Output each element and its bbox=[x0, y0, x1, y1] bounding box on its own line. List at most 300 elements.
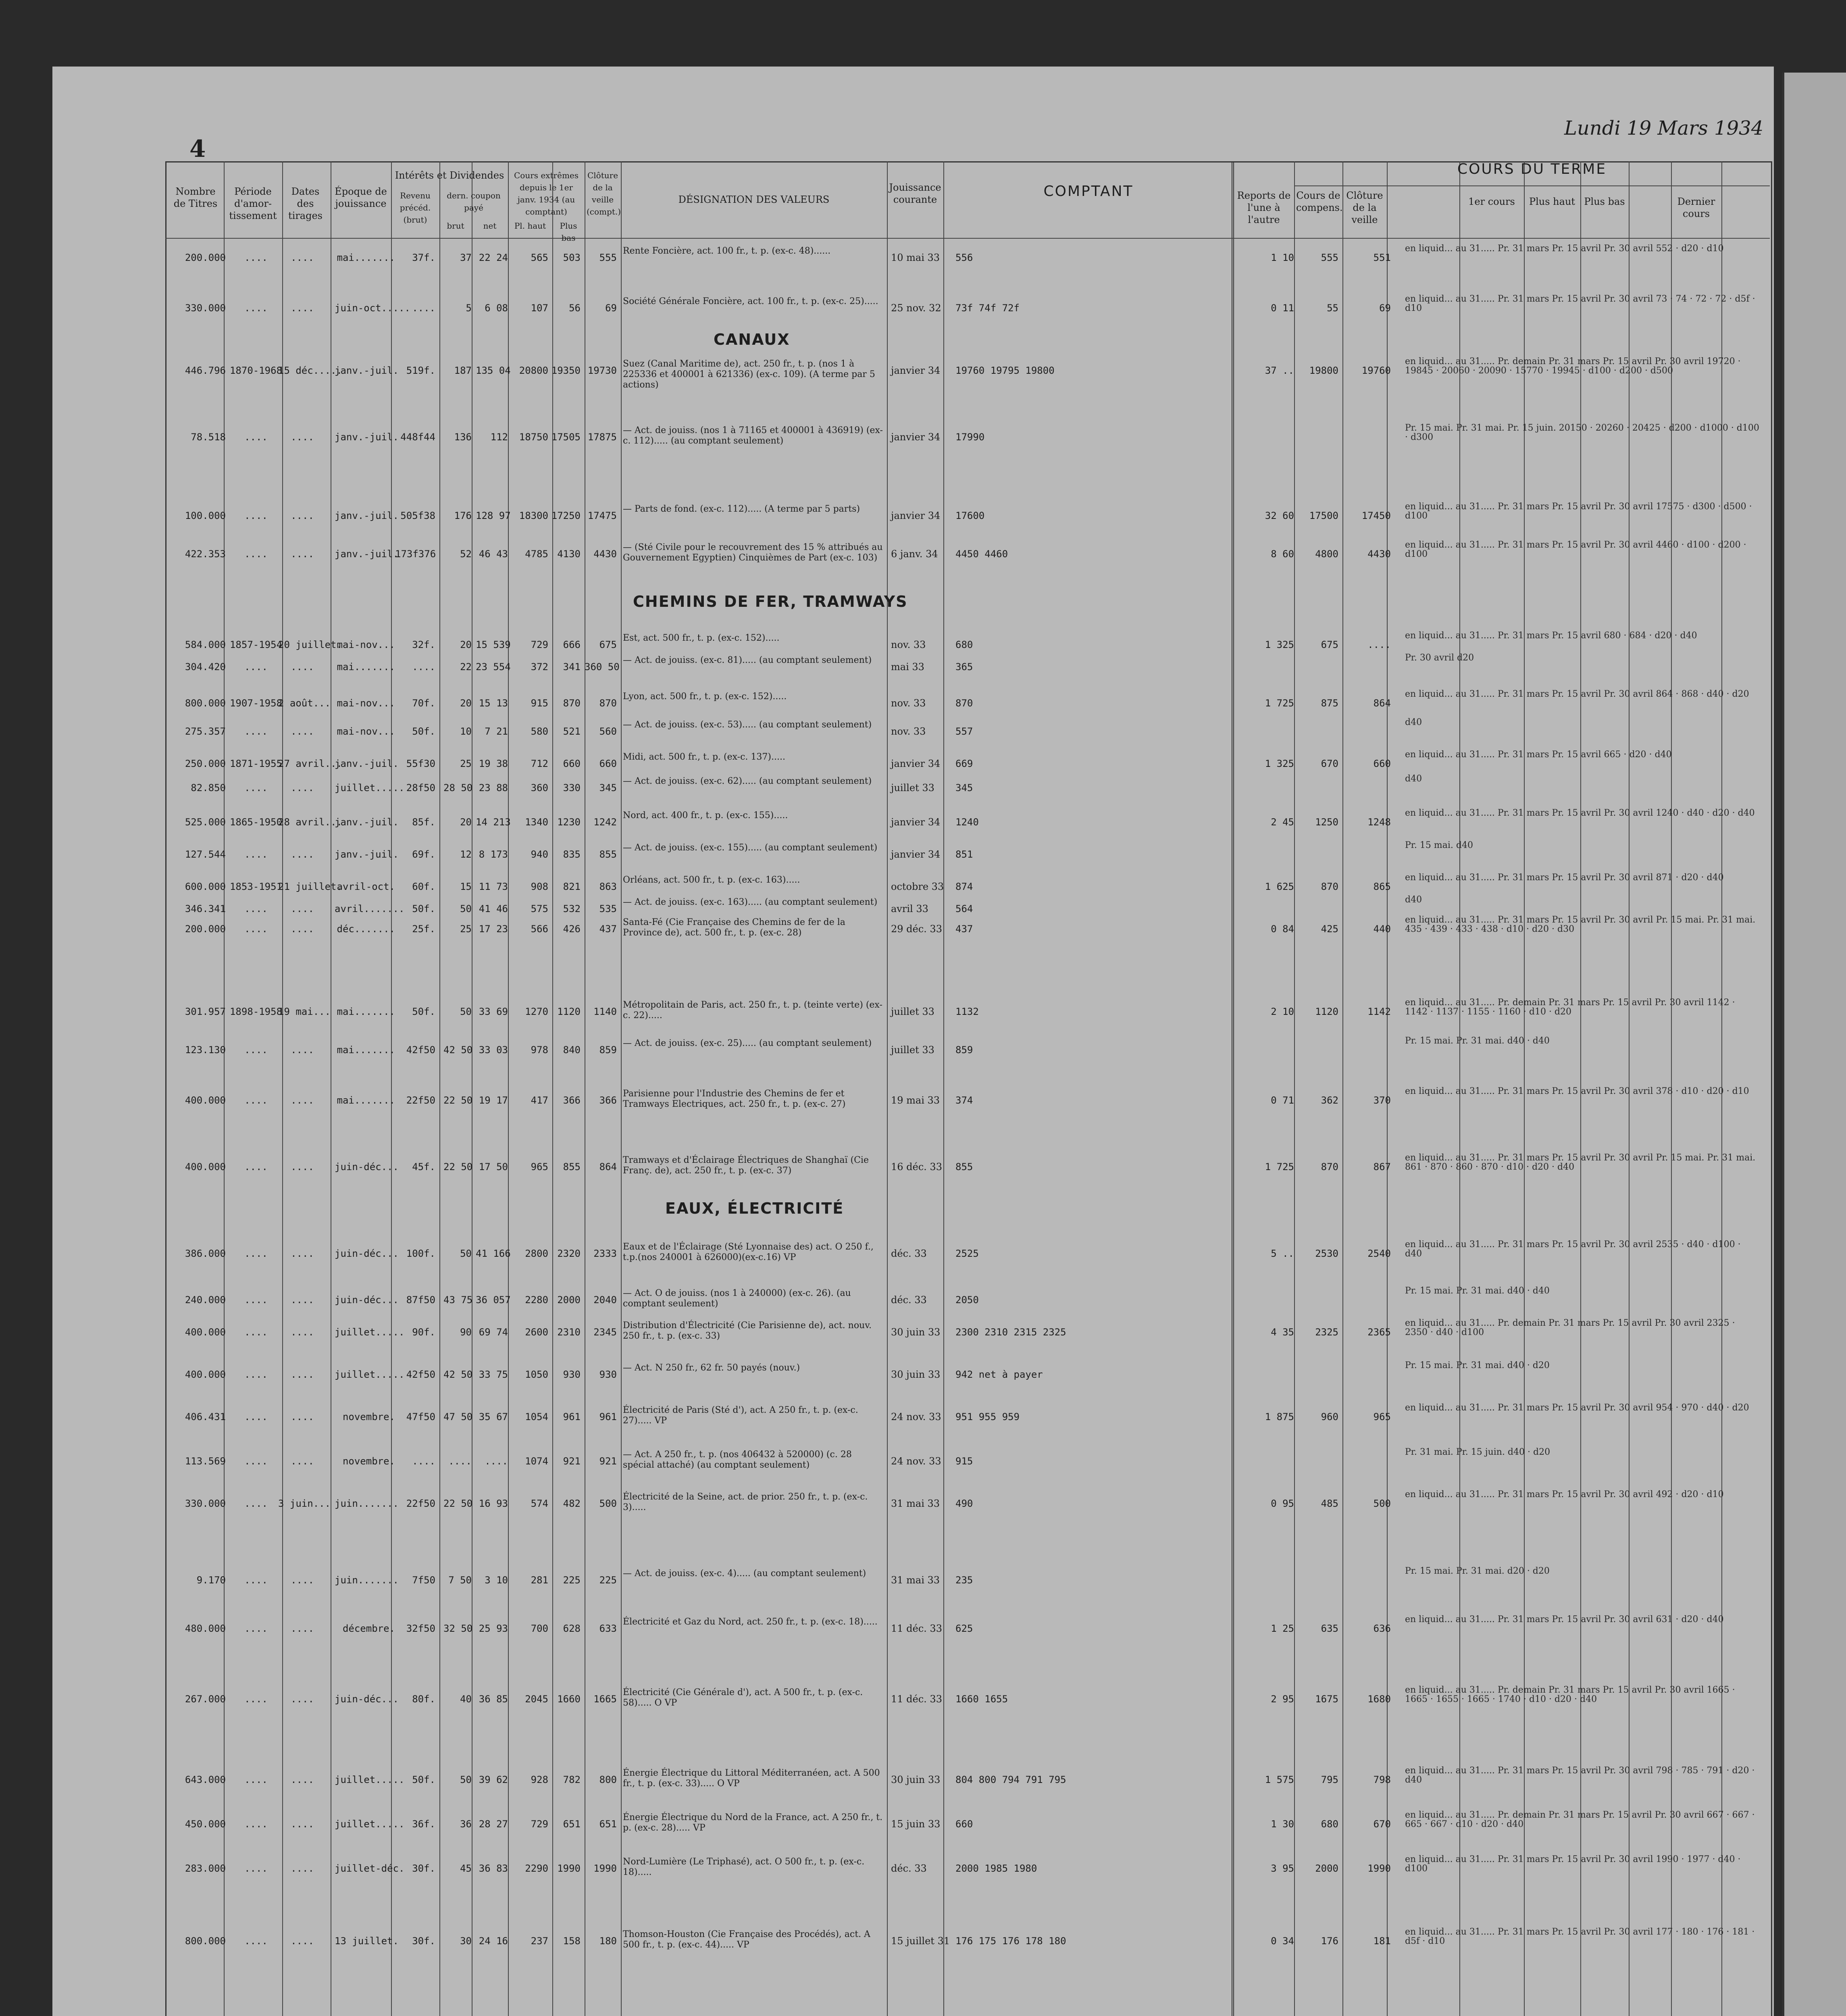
table-row bbox=[165, 1403, 1770, 1435]
cell-tir: .... bbox=[291, 923, 314, 935]
cell-net: 19 17 bbox=[479, 1095, 508, 1106]
cell-cpt: 2300 2310 2315 2325 bbox=[955, 1327, 1066, 1338]
header-brut: brut bbox=[447, 221, 464, 231]
cell-cv: 17450 bbox=[1361, 510, 1391, 521]
cell-int: 85f. bbox=[412, 816, 435, 828]
cell-jou: mai 33 bbox=[891, 661, 924, 673]
cell-b: 666 bbox=[563, 639, 581, 650]
cell-int: 50f. bbox=[412, 1774, 435, 1785]
cell-jou: 24 nov. 33 bbox=[891, 1456, 941, 1467]
cell-cc: 875 bbox=[1321, 698, 1338, 709]
cell-rep: 1 325 bbox=[1265, 758, 1294, 769]
cell-brut: 37 bbox=[460, 252, 472, 263]
cell-num: 450.000 bbox=[185, 1818, 226, 1830]
cell-amort: .... bbox=[244, 726, 268, 737]
table-row bbox=[165, 540, 1770, 573]
cell-cl: 2345 bbox=[593, 1327, 617, 1338]
cell-b: 855 bbox=[563, 1161, 581, 1173]
cell-net: 33 69 bbox=[479, 1006, 508, 1017]
cell-tir: 2 août... bbox=[278, 698, 331, 709]
cell-cpt: 176 175 176 178 180 bbox=[955, 1935, 1066, 1947]
cell-h: 729 bbox=[531, 639, 548, 650]
cell-tir: 3 juin... bbox=[278, 1498, 331, 1509]
cell-brut: .... bbox=[448, 1456, 472, 1467]
table-row bbox=[165, 294, 1770, 327]
cell-epo: janv.-juil. bbox=[335, 365, 399, 376]
cell-term: Pr. 15 mai. Pr. 31 mai. d40 · d20 bbox=[1405, 1360, 1550, 1370]
cell-epo: 13 juillet. bbox=[335, 1935, 399, 1947]
cell-rep: 1 575 bbox=[1265, 1774, 1294, 1785]
cell-jou: janvier 34 bbox=[891, 365, 941, 376]
cell-b: 482 bbox=[563, 1498, 581, 1509]
cell-brut: 22 bbox=[460, 661, 472, 673]
cell-net: 135 04 bbox=[476, 365, 511, 376]
cell-int: 32f50 bbox=[406, 1623, 435, 1634]
cell-jou: 24 nov. 33 bbox=[891, 1411, 941, 1422]
header-premier-cours: 1er cours bbox=[1468, 196, 1515, 207]
cell-epo: janv.-juil. bbox=[335, 758, 399, 769]
cell-b: 628 bbox=[563, 1623, 581, 1634]
cell-epo: juin-déc... bbox=[335, 1294, 399, 1306]
cell-b: 341 bbox=[563, 661, 581, 673]
cell-brut: 36 bbox=[460, 1818, 472, 1830]
table-row bbox=[165, 1489, 1770, 1522]
cell-epo: juin-déc... bbox=[335, 1248, 399, 1259]
table-row bbox=[165, 1153, 1770, 1185]
cell-term: Pr. 15 mai. d40 bbox=[1405, 840, 1473, 850]
cell-term: d40 bbox=[1405, 774, 1422, 784]
cell-term: Pr. 15 mai. Pr. 31 mai. d40 · d40 bbox=[1405, 1286, 1550, 1296]
header-cloture-veille: Clôture de la veille bbox=[1346, 190, 1383, 225]
cell-cc: 362 bbox=[1321, 1095, 1338, 1106]
cell-des: Midi, act. 500 fr., t. p. (ex-c. 137)..... bbox=[623, 752, 785, 762]
cell-brut: 45 bbox=[460, 1863, 472, 1874]
cell-jou: nov. 33 bbox=[891, 726, 926, 737]
cell-h: 4785 bbox=[525, 548, 548, 560]
cell-cc: 960 bbox=[1321, 1411, 1338, 1422]
cell-cc: 2000 bbox=[1315, 1863, 1338, 1874]
cell-cpt: 625 bbox=[955, 1623, 973, 1634]
cell-h: 360 bbox=[531, 782, 548, 793]
cell-epo: novembre. bbox=[342, 1456, 395, 1467]
cell-brut: 42 50 bbox=[443, 1369, 473, 1380]
table-row bbox=[165, 244, 1770, 276]
cell-cv: .... bbox=[1367, 639, 1391, 650]
cell-term: d40 bbox=[1405, 717, 1422, 727]
cell-net: 15 539 bbox=[476, 639, 511, 650]
cell-des: Rente Foncière, act. 100 fr., t. p. (ex-c. 48)...... bbox=[623, 246, 831, 256]
table-row bbox=[165, 840, 1770, 873]
cell-num: 127.544 bbox=[185, 849, 226, 860]
cell-cc: 2530 bbox=[1315, 1248, 1338, 1259]
cell-int: 42f50 bbox=[406, 1044, 435, 1056]
table-row bbox=[165, 1447, 1770, 1480]
cell-cpt: 17600 bbox=[955, 510, 985, 521]
section-canaux: CANAUX bbox=[714, 331, 790, 348]
cell-int: 55f30 bbox=[406, 758, 435, 769]
cell-cv: 2365 bbox=[1367, 1327, 1391, 1338]
table-row bbox=[165, 1766, 1770, 1798]
cell-cpt: 855 bbox=[955, 1161, 973, 1173]
cell-amort: .... bbox=[244, 548, 268, 560]
cell-tir: .... bbox=[291, 1369, 314, 1380]
cell-brut: 25 bbox=[460, 923, 472, 935]
cell-cl: 17475 bbox=[587, 510, 617, 521]
cell-des: Nord-Lumière (Le Triphasé), act. O 500 fr., t. p. (ex-c. 18)..... bbox=[623, 1857, 865, 1877]
cell-tir: .... bbox=[291, 782, 314, 793]
cell-cpt: 1660 1655 bbox=[955, 1693, 1008, 1705]
cell-b: 2310 bbox=[557, 1327, 581, 1338]
cell-b: 503 bbox=[563, 252, 581, 263]
cell-amort: .... bbox=[244, 1327, 268, 1338]
cell-num: 346.341 bbox=[185, 903, 226, 914]
cell-brut: 32 50 bbox=[443, 1623, 473, 1634]
cell-cc: 176 bbox=[1321, 1935, 1338, 1947]
cell-rep: 0 84 bbox=[1271, 923, 1294, 935]
cell-amort: 1853-1951 bbox=[229, 881, 283, 892]
cell-h: 574 bbox=[531, 1498, 548, 1509]
cell-h: 928 bbox=[531, 1774, 548, 1785]
cell-cpt: 660 bbox=[955, 1818, 973, 1830]
table-row bbox=[165, 1036, 1770, 1068]
cell-cc: 675 bbox=[1321, 639, 1338, 650]
cell-net: 25 93 bbox=[479, 1623, 508, 1634]
cell-rep: 0 11 bbox=[1271, 302, 1294, 314]
header-jouissance: Jouissance courante bbox=[889, 182, 941, 205]
cell-brut: 30 bbox=[460, 1935, 472, 1947]
cell-cc: 1250 bbox=[1315, 816, 1338, 828]
cell-net: 7 21 bbox=[485, 726, 508, 737]
cell-cl: 535 bbox=[599, 903, 617, 914]
cell-tir: .... bbox=[291, 1327, 314, 1338]
cell-amort: 1870-1968 bbox=[229, 365, 283, 376]
cell-term: en liquid... au 31..... Pr. demain Pr. 31 mars Pr. 15 avril Pr. 30 avril 1665 · 1665 · 1655 · 1665 · 1740 · d10 · d20 · d40 bbox=[1405, 1685, 1735, 1704]
cell-num: 275.357 bbox=[185, 726, 226, 737]
cell-h: 107 bbox=[531, 302, 548, 314]
cell-cl: 930 bbox=[599, 1369, 617, 1380]
cell-net: 14 213 bbox=[476, 816, 511, 828]
cell-des: Orléans, act. 500 fr., t. p. (ex-c. 163)..... bbox=[623, 875, 800, 885]
cell-net: 35 67 bbox=[479, 1411, 508, 1422]
cell-amort: .... bbox=[244, 923, 268, 935]
cell-brut: 42 50 bbox=[443, 1044, 473, 1056]
cell-cl: 225 bbox=[599, 1574, 617, 1586]
table-row bbox=[165, 717, 1770, 750]
cell-cpt: 2000 1985 1980 bbox=[955, 1863, 1037, 1874]
cell-h: 1340 bbox=[525, 816, 548, 828]
cell-cc: 1120 bbox=[1315, 1006, 1338, 1017]
cell-term: en liquid... au 31..... Pr. 31 mars Pr. 15 avril Pr. 30 avril 2535 · d40 · d100 · d40 bbox=[1405, 1239, 1741, 1259]
cell-jou: 31 mai 33 bbox=[891, 1574, 940, 1586]
cell-rep: 0 34 bbox=[1271, 1935, 1294, 1947]
cell-cl: 19730 bbox=[587, 365, 617, 376]
cell-int: 90f. bbox=[412, 1327, 435, 1338]
table-row bbox=[165, 915, 1770, 948]
cell-jou: juillet 33 bbox=[891, 1006, 934, 1017]
cell-cl: 1140 bbox=[593, 1006, 617, 1017]
cell-int: 28f50 bbox=[406, 782, 435, 793]
cell-term: en liquid... au 31..... Pr. 31 mars Pr. 15 avril Pr. 30 avril 73 · 74 · 72 · 72 · d5f · d10 bbox=[1405, 294, 1755, 313]
cell-jou: 30 juin 33 bbox=[891, 1327, 941, 1338]
table-row bbox=[165, 1360, 1770, 1393]
cell-num: 240.000 bbox=[185, 1294, 226, 1306]
table-row bbox=[165, 1614, 1770, 1647]
cell-net: 46 43 bbox=[479, 548, 508, 560]
cell-cv: 1990 bbox=[1367, 1863, 1391, 1874]
cell-epo: janv.-juil. bbox=[335, 431, 399, 443]
cell-num: 113.569 bbox=[185, 1456, 226, 1467]
header-amort: Période d'amor-tissement bbox=[229, 186, 277, 221]
cell-num: 400.000 bbox=[185, 1369, 226, 1380]
cell-int: .... bbox=[412, 1456, 435, 1467]
cell-h: 1050 bbox=[525, 1369, 548, 1380]
cell-amort: .... bbox=[244, 903, 268, 914]
cell-jou: déc. 33 bbox=[891, 1294, 927, 1306]
cell-term: en liquid... au 31..... Pr. 31 mars Pr. 15 avril Pr. 30 avril 1240 · d40 · d20 · d40 bbox=[1405, 808, 1755, 818]
cell-rep: 0 95 bbox=[1271, 1498, 1294, 1509]
cell-cl: 864 bbox=[599, 1161, 617, 1173]
cell-int: 50f. bbox=[412, 1006, 435, 1017]
cell-cc: 2325 bbox=[1315, 1327, 1338, 1338]
cell-cl: 675 bbox=[599, 639, 617, 650]
cell-rep: 1 725 bbox=[1265, 1161, 1294, 1173]
cell-net: .... bbox=[485, 1456, 508, 1467]
cell-term: en liquid... au 31..... Pr. 31 mars Pr. 15 avril Pr. 30 avril 552 · d20 · d10 bbox=[1405, 244, 1724, 254]
cell-net: 3 10 bbox=[485, 1574, 508, 1586]
table-row bbox=[165, 998, 1770, 1030]
cell-net: 17 23 bbox=[479, 923, 508, 935]
cell-int: 519f. bbox=[406, 365, 435, 376]
cell-jou: 25 nov. 32 bbox=[891, 302, 941, 314]
cell-cl: 500 bbox=[599, 1498, 617, 1509]
cell-term: Pr. 15 mai. Pr. 31 mai. Pr. 15 juin. 20150 · 20260 · 20425 · d200 · d1000 · d100 · d300 bbox=[1405, 423, 1759, 442]
adjacent-page-edge bbox=[1782, 73, 1846, 2016]
cell-int: 7f50 bbox=[412, 1574, 435, 1586]
cell-amort: .... bbox=[244, 782, 268, 793]
cell-brut: 136 bbox=[454, 431, 472, 443]
cell-rep: 1 625 bbox=[1265, 881, 1294, 892]
cell-net: 8 173 bbox=[479, 849, 508, 860]
cell-rep: 1 25 bbox=[1271, 1623, 1294, 1634]
cell-b: 840 bbox=[563, 1044, 581, 1056]
cell-int: 50f. bbox=[412, 903, 435, 914]
cell-int: 25f. bbox=[412, 923, 435, 935]
table-row bbox=[165, 1566, 1770, 1599]
cell-num: 78.518 bbox=[191, 431, 226, 443]
cell-cpt: 804 800 794 791 795 bbox=[955, 1774, 1066, 1785]
cell-epo: janv.-juil. bbox=[335, 816, 399, 828]
cell-amort: .... bbox=[244, 1774, 268, 1785]
cell-brut: 176 bbox=[454, 510, 472, 521]
cell-term: en liquid... au 31..... Pr. demain Pr. 31 mars Pr. 15 avril Pr. 30 avril 667 · 667 · 665 · 667 · d10 · d20 · d40 bbox=[1405, 1810, 1755, 1829]
header-plus-bas-comptant: Plus bas bbox=[560, 221, 577, 243]
cell-h: 712 bbox=[531, 758, 548, 769]
cell-brut: 22 50 bbox=[443, 1095, 473, 1106]
cell-cpt: 942 net à payer bbox=[955, 1369, 1043, 1380]
cell-des: Suez (Canal Maritime de), act. 250 fr., t. p. (nos 1 à 225336 et 400001 à 621336) (ex-c. 109). (A terme par 5 actions) bbox=[623, 359, 875, 390]
cell-amort: .... bbox=[244, 1294, 268, 1306]
cell-des: — Act. de jouiss. (ex-c. 81)..... (au comptant seulement) bbox=[623, 655, 872, 665]
cell-num: 400.000 bbox=[185, 1095, 226, 1106]
cell-epo: juillet..... bbox=[335, 1774, 405, 1785]
cell-term: Pr. 30 avril d20 bbox=[1405, 653, 1474, 663]
cell-cc: 795 bbox=[1321, 1774, 1338, 1785]
cell-cpt: 915 bbox=[955, 1456, 973, 1467]
cell-amort: .... bbox=[244, 1693, 268, 1705]
cell-jou: 30 juin 33 bbox=[891, 1774, 941, 1785]
cell-rep: 32 60 bbox=[1265, 510, 1294, 521]
cell-term: en liquid... au 31..... Pr. 31 mars Pr. 15 avril Pr. 30 avril 17575 · d300 · d500 · d100 bbox=[1405, 502, 1752, 521]
cell-cc: 425 bbox=[1321, 923, 1338, 935]
cell-net: 6 08 bbox=[485, 302, 508, 314]
cell-cv: 181 bbox=[1373, 1935, 1391, 1947]
cell-brut: 22 50 bbox=[443, 1161, 473, 1173]
cell-des: Électricité de Paris (Sté d'), act. A 250 fr., t. p. (ex-c. 27)..... VP bbox=[623, 1405, 858, 1426]
cell-cc: 670 bbox=[1321, 758, 1338, 769]
cell-cl: 1990 bbox=[593, 1863, 617, 1874]
cell-amort: .... bbox=[244, 849, 268, 860]
cell-cc: 4800 bbox=[1315, 548, 1338, 560]
cell-b: 835 bbox=[563, 849, 581, 860]
cell-net: 36 057 bbox=[476, 1294, 511, 1306]
cell-tir: .... bbox=[291, 849, 314, 860]
cell-cpt: 235 bbox=[955, 1574, 973, 1586]
cell-jou: avril 33 bbox=[891, 903, 928, 914]
cell-cpt: 564 bbox=[955, 903, 973, 914]
cell-int: 448f44 bbox=[400, 431, 435, 443]
cell-b: 1120 bbox=[557, 1006, 581, 1017]
table-row bbox=[165, 1318, 1770, 1351]
table-row bbox=[165, 356, 1770, 390]
cell-amort: .... bbox=[244, 1574, 268, 1586]
header-dernier-cours: Dernier cours bbox=[1677, 196, 1715, 219]
cell-cv: 867 bbox=[1373, 1161, 1391, 1173]
cell-int: 69f. bbox=[412, 849, 435, 860]
cell-term: en liquid... au 31..... Pr. 31 mars Pr. 15 avril Pr. 30 avril 177 · 180 · 176 · 181 · d5f · d10 bbox=[1405, 1927, 1755, 1946]
cell-cc: 485 bbox=[1321, 1498, 1338, 1509]
cell-cv: 500 bbox=[1373, 1498, 1391, 1509]
cell-cpt: 2525 bbox=[955, 1248, 979, 1259]
cell-cl: 69 bbox=[605, 302, 617, 314]
cell-tir: .... bbox=[291, 1774, 314, 1785]
cell-amort: .... bbox=[244, 1456, 268, 1467]
cell-epo: mai....... bbox=[337, 661, 395, 673]
cell-epo: juillet..... bbox=[335, 1327, 405, 1338]
cell-tir: 19 mai... bbox=[278, 1006, 331, 1017]
cell-cl: 560 bbox=[599, 726, 617, 737]
cell-b: 17505 bbox=[551, 431, 581, 443]
cell-des: Énergie Électrique du Littoral Méditerranéen, act. A 500 fr., t. p. (ex-c. 33)..... O VP bbox=[623, 1768, 880, 1789]
cell-int: 80f. bbox=[412, 1693, 435, 1705]
cell-cl: 366 bbox=[599, 1095, 617, 1106]
cell-net: 36 85 bbox=[479, 1693, 508, 1705]
cell-des: — Act. de jouiss. (ex-c. 62)..... (au comptant seulement) bbox=[623, 776, 872, 786]
cell-des: — Act. de jouiss. (ex-c. 163)..... (au comptant seulement) bbox=[623, 897, 878, 907]
cell-cl: 437 bbox=[599, 923, 617, 935]
cell-epo: mai....... bbox=[337, 1044, 395, 1056]
cell-cl: 859 bbox=[599, 1044, 617, 1056]
cell-rep: 1 325 bbox=[1265, 639, 1294, 650]
cell-amort: 1871-1955 bbox=[229, 758, 283, 769]
cell-cpt: 669 bbox=[955, 758, 973, 769]
header-comptant: COMPTANT bbox=[1043, 183, 1134, 200]
cell-int: 87f50 bbox=[406, 1294, 435, 1306]
cell-des: Électricité de la Seine, act. de prior. 250 fr., t. p. (ex-c. 3)..... bbox=[623, 1492, 868, 1512]
cell-des: Eaux et de l'Éclairage (Sté Lyonnaise des) act. O 250 f., t.p.(nos 240001 à 626000)(ex-c.16) VP bbox=[623, 1242, 874, 1262]
cell-net: 23 88 bbox=[479, 782, 508, 793]
cell-h: 1270 bbox=[525, 1006, 548, 1017]
cell-jou: 11 déc. 33 bbox=[891, 1623, 942, 1634]
page-number: 4 bbox=[189, 135, 206, 162]
cell-h: 2600 bbox=[525, 1327, 548, 1338]
cell-cl: 17875 bbox=[587, 431, 617, 443]
cell-b: 1230 bbox=[557, 816, 581, 828]
cell-brut: 25 bbox=[460, 758, 472, 769]
cell-cc: 680 bbox=[1321, 1818, 1338, 1830]
cell-term: en liquid... au 31..... Pr. 31 mars Pr. 15 avril 680 · 684 · d20 · d40 bbox=[1405, 631, 1697, 641]
cell-b: 2320 bbox=[557, 1248, 581, 1259]
cell-term: Pr. 31 mai. Pr. 15 juin. d40 · d20 bbox=[1405, 1447, 1550, 1457]
cell-rep: 1 725 bbox=[1265, 698, 1294, 709]
cell-tir: .... bbox=[291, 1095, 314, 1106]
cell-des: Énergie Électrique du Nord de la France, act. A 250 fr., t. p. (ex-c. 28)..... VP bbox=[623, 1812, 883, 1833]
section-chemins: CHEMINS DE FER, TRAMWAYS bbox=[633, 593, 908, 610]
cell-des: — Parts de fond. (ex-c. 112)..... (A terme par 5 parts) bbox=[623, 504, 860, 514]
cell-b: 821 bbox=[563, 881, 581, 892]
cell-net: 41 166 bbox=[476, 1248, 511, 1259]
cell-term: en liquid... au 31..... Pr. 31 mars Pr. 15 avril Pr. 30 avril Pr. 15 mai. Pr. 31 mai. 861 · 870 · 860 · 870 · d10 · d20 · d40 bbox=[1405, 1153, 1756, 1172]
cell-b: 961 bbox=[563, 1411, 581, 1422]
cell-des: — Act. de jouiss. (ex-c. 25)..... (au comptant seulement) bbox=[623, 1038, 872, 1048]
cell-term: en liquid... au 31..... Pr. 31 mars Pr. 15 avril Pr. 30 avril 954 · 970 · d40 · d20 bbox=[1405, 1403, 1749, 1413]
cell-term: en liquid... au 31..... Pr. 31 mars Pr. 15 avril Pr. 30 avril 1990 · 1977 · d40 · d100 bbox=[1405, 1854, 1741, 1874]
cell-brut: 12 bbox=[460, 849, 472, 860]
table-row bbox=[165, 1927, 1770, 1960]
cell-tir: .... bbox=[291, 1456, 314, 1467]
cell-b: 651 bbox=[563, 1818, 581, 1830]
cell-tir: .... bbox=[291, 726, 314, 737]
cell-amort: .... bbox=[244, 1863, 268, 1874]
cell-term: en liquid... au 31..... Pr. demain Pr. 31 mars Pr. 15 avril Pr. 30 avril 2325 · 2350 · d40 · d100 bbox=[1405, 1318, 1735, 1337]
cell-int: 30f. bbox=[412, 1863, 435, 1874]
cell-tir: .... bbox=[291, 1294, 314, 1306]
cell-int: 37f. bbox=[412, 252, 435, 263]
cell-cc: 19800 bbox=[1309, 365, 1338, 376]
cell-num: 386.000 bbox=[185, 1248, 226, 1259]
cell-jou: juillet 33 bbox=[891, 1044, 934, 1056]
cell-cc: 870 bbox=[1321, 1161, 1338, 1173]
cell-brut: 90 bbox=[460, 1327, 472, 1338]
cell-cl: 345 bbox=[599, 782, 617, 793]
cell-h: 915 bbox=[531, 698, 548, 709]
cell-brut: 15 bbox=[460, 881, 472, 892]
cell-brut: 47 50 bbox=[443, 1411, 473, 1422]
cell-brut: 7 50 bbox=[448, 1574, 472, 1586]
cell-int: 22f50 bbox=[406, 1498, 435, 1509]
cell-num: 200.000 bbox=[185, 252, 226, 263]
cell-term: Pr. 15 mai. Pr. 31 mai. d20 · d20 bbox=[1405, 1566, 1550, 1576]
cell-epo: janv.-juil. bbox=[335, 849, 399, 860]
cell-des: Électricité (Cie Générale d'), act. A 500 fr., t. p. (ex-c. 58)..... O VP bbox=[623, 1687, 863, 1708]
header-rule bbox=[165, 238, 1770, 239]
cell-net: 23 554 bbox=[476, 661, 511, 673]
cell-cl: 855 bbox=[599, 849, 617, 860]
cell-cl: 660 bbox=[599, 758, 617, 769]
cell-epo: décembre. bbox=[342, 1623, 395, 1634]
cell-num: 250.000 bbox=[185, 758, 226, 769]
cell-tir: .... bbox=[291, 1044, 314, 1056]
cell-jou: juillet 33 bbox=[891, 782, 934, 793]
